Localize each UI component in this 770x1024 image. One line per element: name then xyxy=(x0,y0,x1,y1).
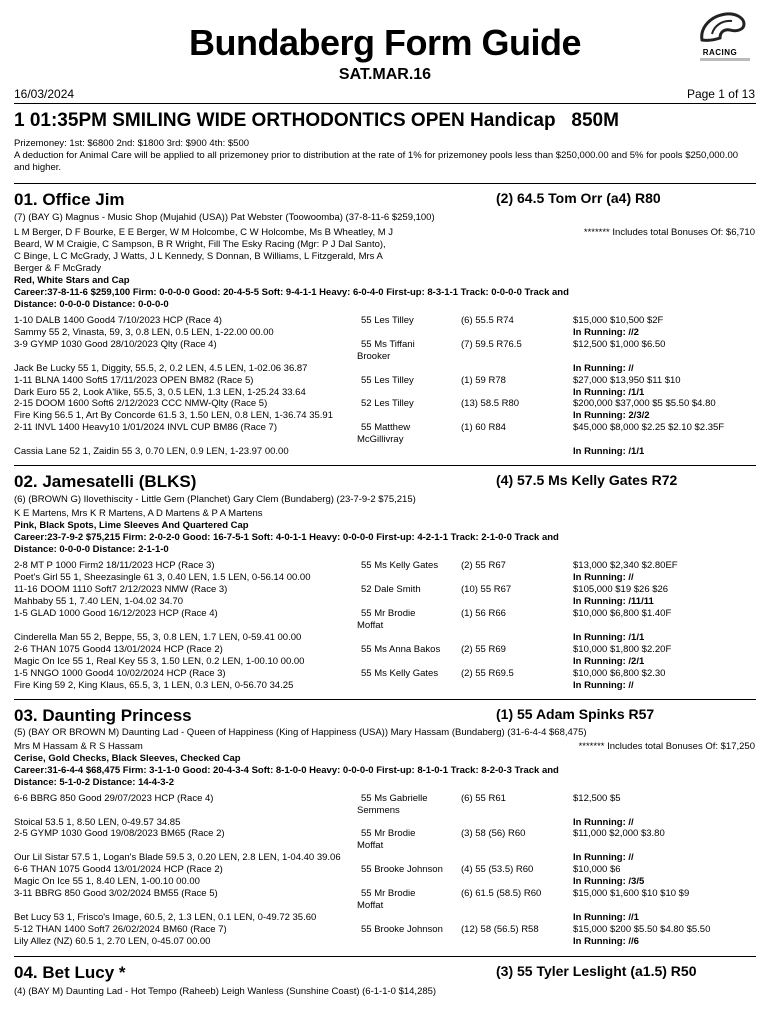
run-result: Mahbaby 55 1, 7.40 LEN, 1-04.02 34.70 xyxy=(14,596,184,607)
logo-text: RACING xyxy=(702,48,738,57)
run-line: 1-11 BLNA 1400 Soft5 17/11/2023 OPEN BM82 (Race 5) xyxy=(14,375,254,386)
career-stats: Career:31-6-4-4 $68,475 Firm: 3-1-1-0 Good: 20-4-3-4 Soft: 8-1-0-0 Heavy: 0-0-0-0 First-up: 8-1-0-1 Track: 8-2-0-3 Track and xyxy=(14,765,559,776)
run-jockey: 55 Ms Gabrielle xyxy=(361,793,428,804)
print-date: 16/03/2024 xyxy=(14,87,75,101)
run-in-running: In Running: /3/5 xyxy=(573,876,645,887)
horse-divider xyxy=(14,699,756,700)
run-result: Fire King 59 2, King Klaus, 65.5, 3, 1 LEN, 0.3 LEN, 0-56.70 34.25 xyxy=(14,680,294,691)
run-weight: (1) 60 R84 xyxy=(461,422,506,433)
run-result: Dark Euro 55 2, Look A'like, 55.5, 3, 0.5 LEN, 1.3 LEN, 1-25.24 33.64 xyxy=(14,387,306,398)
run-line: 3-11 BBRG 850 Good 3/02/2024 BM55 (Race 5) xyxy=(14,888,218,899)
run-jockey-cont: Moffat xyxy=(357,900,384,911)
owners-line: K E Martens, Mrs K R Martens, A D Martens & P A Martens xyxy=(14,508,263,519)
run-prize: $11,000 $2,000 $3.80 xyxy=(573,828,665,839)
run-in-running: In Running: /2/1 xyxy=(573,656,645,667)
run-weight: (6) 55 R61 xyxy=(461,793,506,804)
logo-sub xyxy=(700,58,750,61)
run-in-running: In Running: /1/1 xyxy=(573,632,645,643)
run-weight: (6) 55.5 R74 xyxy=(461,315,514,326)
run-weight: (12) 58 (56.5) R58 xyxy=(461,924,539,935)
run-prize: $15,000 $10,500 $2F xyxy=(573,315,664,326)
run-prize: $15,000 $1,600 $10 $10 $9 xyxy=(573,888,690,899)
horse-name: 01. Office Jim xyxy=(14,190,125,209)
run-prize: $13,000 $2,340 $2.80EF xyxy=(573,560,678,571)
run-jockey: 55 Ms Tiffani xyxy=(361,339,415,350)
horse-name: 02. Jamesatelli (BLKS) xyxy=(14,472,197,491)
run-jockey: 55 Ms Kelly Gates xyxy=(361,560,439,571)
run-result: Cassia Lane 52 1, Zaidin 55 3, 0.70 LEN, 0.9 LEN, 1-23.97 00.00 xyxy=(14,446,289,457)
run-line: 1-10 DALB 1400 Good4 7/10/2023 HCP (Race 4) xyxy=(14,315,222,326)
run-line: 2-5 GYMP 1030 Good 19/08/2023 BM65 (Race 2) xyxy=(14,828,225,839)
run-jockey: 55 Les Tilley xyxy=(361,375,414,386)
run-result: Bet Lucy 53 1, Frisco's Image, 60.5, 2, 1.3 LEN, 0.1 LEN, 0-49.72 35.60 xyxy=(14,912,317,923)
run-result: Stoical 53.5 1, 8.50 LEN, 0-49.57 34.85 xyxy=(14,817,181,828)
run-in-running: In Running: //6 xyxy=(573,936,639,947)
barrier-jockey: (1) 55 Adam Spinks R57 xyxy=(496,706,655,722)
racing-colours: Pink, Black Spots, Lime Sleeves And Quartered Cap xyxy=(14,520,249,531)
run-in-running: In Running: // xyxy=(573,363,634,374)
run-jockey-cont: Brooker xyxy=(357,351,391,362)
bonus-note: ******* Includes total Bonuses Of: $6,710 xyxy=(583,227,755,238)
run-weight: (4) 55 (53.5) R60 xyxy=(461,864,534,875)
run-result: Poet's Girl 55 1, Sheezasingle 61 3, 0.40 LEN, 1.5 LEN, 0-56.14 00.00 xyxy=(14,572,311,583)
run-jockey: 55 Mr Brodie xyxy=(361,888,416,899)
run-result: Cinderella Man 55 2, Beppe, 55, 3, 0.8 LEN, 1.7 LEN, 0-59.41 00.00 xyxy=(14,632,302,643)
run-weight: (13) 58.5 R80 xyxy=(461,398,520,409)
run-in-running: In Running: // xyxy=(573,680,634,691)
owners-line: Mrs M Hassam & R S Hassam xyxy=(14,741,143,752)
racing-colours: Cerise, Gold Checks, Black Sleeves, Checked Cap xyxy=(14,753,241,764)
run-jockey: 55 Matthew xyxy=(361,422,411,433)
run-jockey-cont: McGillivray xyxy=(357,434,404,445)
run-in-running: In Running: //1 xyxy=(573,912,639,923)
run-prize: $10,000 $6,800 $2.30 xyxy=(573,668,666,679)
run-weight: (3) 58 (56) R60 xyxy=(461,828,526,839)
horse-name: 03. Daunting Princess xyxy=(14,706,192,725)
run-jockey: 55 Mr Brodie xyxy=(361,828,416,839)
run-in-running: In Running: /11/11 xyxy=(573,596,654,607)
bonus-note: ******* Includes total Bonuses Of: $17,250 xyxy=(578,741,755,752)
pedigree: (6) (BROWN G) Ilovethiscity - Little Gem (Planchet) Gary Clem (Bundaberg) (23-7-9-2 $75,215) xyxy=(14,494,416,505)
run-prize: $45,000 $8,000 $2.25 $2.10 $2.35F xyxy=(573,422,725,433)
run-result: Jack Be Lucky 55 1, Diggity, 55.5, 2, 0.2 LEN, 4.5 LEN, 1-02.06 36.87 xyxy=(14,363,308,374)
run-result: Sammy 55 2, Vinasta, 59, 3, 0.8 LEN, 0.5 LEN, 1-22.00 00.00 xyxy=(14,327,274,338)
pedigree: (5) (BAY OR BROWN M) Daunting Lad - Queen of Happiness (King of Happiness (USA)) Mary Hassam (Bundaberg) (31-6-4-4 $68,475) xyxy=(14,727,587,738)
horse-divider xyxy=(14,183,756,184)
pedigree: (4) (BAY M) Daunting Lad - Hot Tempo (Raheeb) Leigh Wanless (Sunshine Coast) (6-1-1-0 $14,285) xyxy=(14,986,437,997)
run-jockey: 55 Ms Anna Bakos xyxy=(361,644,441,655)
career-stats: Distance: 0-0-0-0 Distance: 2-1-1-0 xyxy=(14,544,169,555)
run-line: 1-5 NNGO 1000 Good4 10/02/2024 HCP (Race 3) xyxy=(14,668,226,679)
horse-divider xyxy=(14,956,756,957)
barrier-jockey: (4) 57.5 Ms Kelly Gates R72 xyxy=(496,472,678,488)
run-in-running: In Running: // xyxy=(573,817,634,828)
run-line: 2-11 INVL 1400 Heavy10 1/01/2024 INVL CUP BM86 (Race 7) xyxy=(14,422,277,433)
horse-head-icon xyxy=(690,10,750,46)
header-divider xyxy=(14,103,756,104)
run-weight: (2) 55 R69 xyxy=(461,644,506,655)
run-result: Magic On Ice 55 1, Real Key 55 3, 1.50 LEN, 0.2 LEN, 1-00.10 00.00 xyxy=(14,656,305,667)
run-line: 6-6 THAN 1075 Good4 13/01/2024 HCP (Race 2) xyxy=(14,864,223,875)
horse-divider xyxy=(14,465,756,466)
run-jockey: 52 Les Tilley xyxy=(361,398,414,409)
run-prize: $12,500 $5 xyxy=(573,793,621,804)
run-line: 1-5 GLAD 1000 Good 16/12/2023 HCP (Race 4) xyxy=(14,608,218,619)
run-jockey: 52 Dale Smith xyxy=(361,584,421,595)
run-weight: (2) 55 R69.5 xyxy=(461,668,514,679)
run-weight: (10) 55 R67 xyxy=(461,584,512,595)
racing-colours: Red, White Stars and Cap xyxy=(14,275,130,286)
run-jockey: 55 Ms Kelly Gates xyxy=(361,668,439,679)
career-stats: Distance: 0-0-0-0 Distance: 0-0-0-0 xyxy=(14,299,169,310)
deduction-note: A deduction for Animal Care will be applied to all prizemoney prior to distribution at the rate of 1% for prizemoney pools less than $250,000.00 and 5% for pools $250,000.00 and higher. xyxy=(14,150,739,173)
run-prize: $10,000 $6 xyxy=(573,864,621,875)
run-weight: (1) 59 R78 xyxy=(461,375,506,386)
run-jockey: 55 Mr Brodie xyxy=(361,608,416,619)
race-title xyxy=(14,110,619,132)
run-prize: $15,000 $200 $5.50 $4.80 $5.50 xyxy=(573,924,711,935)
run-result: Our Lil Sistar 57.5 1, Logan's Blade 59.5 3, 0.20 LEN, 2.8 LEN, 1-04.40 39.06 xyxy=(14,852,341,863)
run-prize: $12,500 $1,000 $6.50 xyxy=(573,339,666,350)
run-weight: (6) 61.5 (58.5) R60 xyxy=(461,888,542,899)
run-in-running: In Running: 2/3/2 xyxy=(573,410,650,421)
run-in-running: In Running: //2 xyxy=(573,327,639,338)
run-in-running: In Running: // xyxy=(573,572,634,583)
owners-line: Beard, W M Craigie, C Sampson, B R Wright, Fill The Esky Racing (Mgr: P J Dal Santo), xyxy=(14,239,386,250)
run-prize: $10,000 $6,800 $1.40F xyxy=(573,608,672,619)
run-weight: (1) 56 R66 xyxy=(461,608,506,619)
run-prize: $105,000 $19 $26 $26 xyxy=(573,584,669,595)
run-line: 5-12 THAN 1400 Soft7 26/02/2024 BM60 (Race 7) xyxy=(14,924,227,935)
run-prize: $27,000 $13,950 $11 $10 xyxy=(573,375,681,386)
run-line: 2-6 THAN 1075 Good4 13/01/2024 HCP (Race 2) xyxy=(14,644,223,655)
run-jockey-cont: Semmens xyxy=(357,805,400,816)
run-line: 2-15 DOOM 1600 Soft6 2/12/2023 CCC NMW-Qlty (Race 5) xyxy=(14,398,268,409)
race-distance: 850M xyxy=(571,110,619,131)
run-line: 3-9 GYMP 1030 Good 28/10/2023 Qlty (Race 4) xyxy=(14,339,217,350)
barrier-jockey: (2) 64.5 Tom Orr (a4) R80 xyxy=(496,190,661,206)
career-stats: Career:37-8-11-6 $259,100 Firm: 0-0-0-0 Good: 20-4-5-5 Soft: 9-4-1-1 Heavy: 6-0-4-0 First-up: 8-3-1-1 Track: 0-0-0-0 Track and xyxy=(14,287,569,298)
owners-line: C Binge, L C McGrady, J Watts, J L Kennedy, S Donnan, B Williams, L Fitzgerald, Mrs A xyxy=(14,251,383,262)
meeting-date-heading: SAT.MAR.16 xyxy=(338,66,432,83)
run-prize: $200,000 $37,000 $5 $5.50 $4.80 xyxy=(573,398,716,409)
run-jockey: 55 Brooke Johnson xyxy=(361,864,443,875)
page-number: Page 1 of 13 xyxy=(686,87,755,101)
owners-line: Berger & F McGrady xyxy=(14,263,102,274)
run-jockey: 55 Les Tilley xyxy=(361,315,414,326)
run-jockey: 55 Brooke Johnson xyxy=(361,924,443,935)
run-line: 11-16 DOOM 1110 Soft7 2/12/2023 NMW (Race 3) xyxy=(14,584,228,595)
run-weight: (2) 55 R67 xyxy=(461,560,506,571)
career-stats: Distance: 5-1-0-2 Distance: 14-4-3-2 xyxy=(14,777,174,788)
run-prize: $10,000 $1,800 $2.20F xyxy=(573,644,672,655)
racing-queensland-logo xyxy=(690,10,760,68)
prizemoney: Prizemoney: 1st: $6800 2nd: $1800 3rd: $900 4th: $500 xyxy=(14,138,250,149)
run-jockey-cont: Moffat xyxy=(357,840,384,851)
run-jockey-cont: Moffat xyxy=(357,620,384,631)
run-line: 6-6 BBRG 850 Good 29/07/2023 HCP (Race 4) xyxy=(14,793,214,804)
page-title: Bundaberg Form Guide xyxy=(188,22,581,63)
run-weight: (7) 59.5 R76.5 xyxy=(461,339,522,350)
run-line: 2-8 MT P 1000 Firm2 18/11/2023 HCP (Race 3) xyxy=(14,560,215,571)
career-stats: Career:23-7-9-2 $75,215 Firm: 2-0-2-0 Good: 16-7-5-1 Soft: 4-0-1-1 Heavy: 0-0-0-0 First-up: 4-2-1-1 Track: 2-1-0-0 Track and xyxy=(14,532,559,543)
pedigree: (7) (BAY G) Magnus - Music Shop (Mujahid (USA)) Pat Webster (Toowoomba) (37-8-11-6 $259,100) xyxy=(14,212,435,223)
owners-line: L M Berger, D F Bourke, E E Berger, W M Holcombe, C W Holcombe, Ms B Wheatley, M J xyxy=(14,227,394,238)
race-name: 1 01:35PM SMILING WIDE ORTHODONTICS OPEN Handicap xyxy=(14,110,556,131)
run-result: Fire King 56.5 1, Art By Concorde 61.5 3, 1.50 LEN, 0.8 LEN, 1-36.74 35.91 xyxy=(14,410,333,421)
horse-name: 04. Bet Lucy * xyxy=(14,963,126,982)
barrier-jockey: (3) 55 Tyler Leslight (a1.5) R50 xyxy=(496,963,697,979)
run-result: Magic On Ice 55 1, 8.40 LEN, 1-00.10 00.00 xyxy=(14,876,200,887)
run-in-running: In Running: /1/1 xyxy=(573,387,645,398)
run-result: Lily Allez (NZ) 60.5 1, 2.70 LEN, 0-45.07 00.00 xyxy=(14,936,211,947)
run-in-running: In Running: // xyxy=(573,852,634,863)
run-in-running: In Running: /1/1 xyxy=(573,446,645,457)
